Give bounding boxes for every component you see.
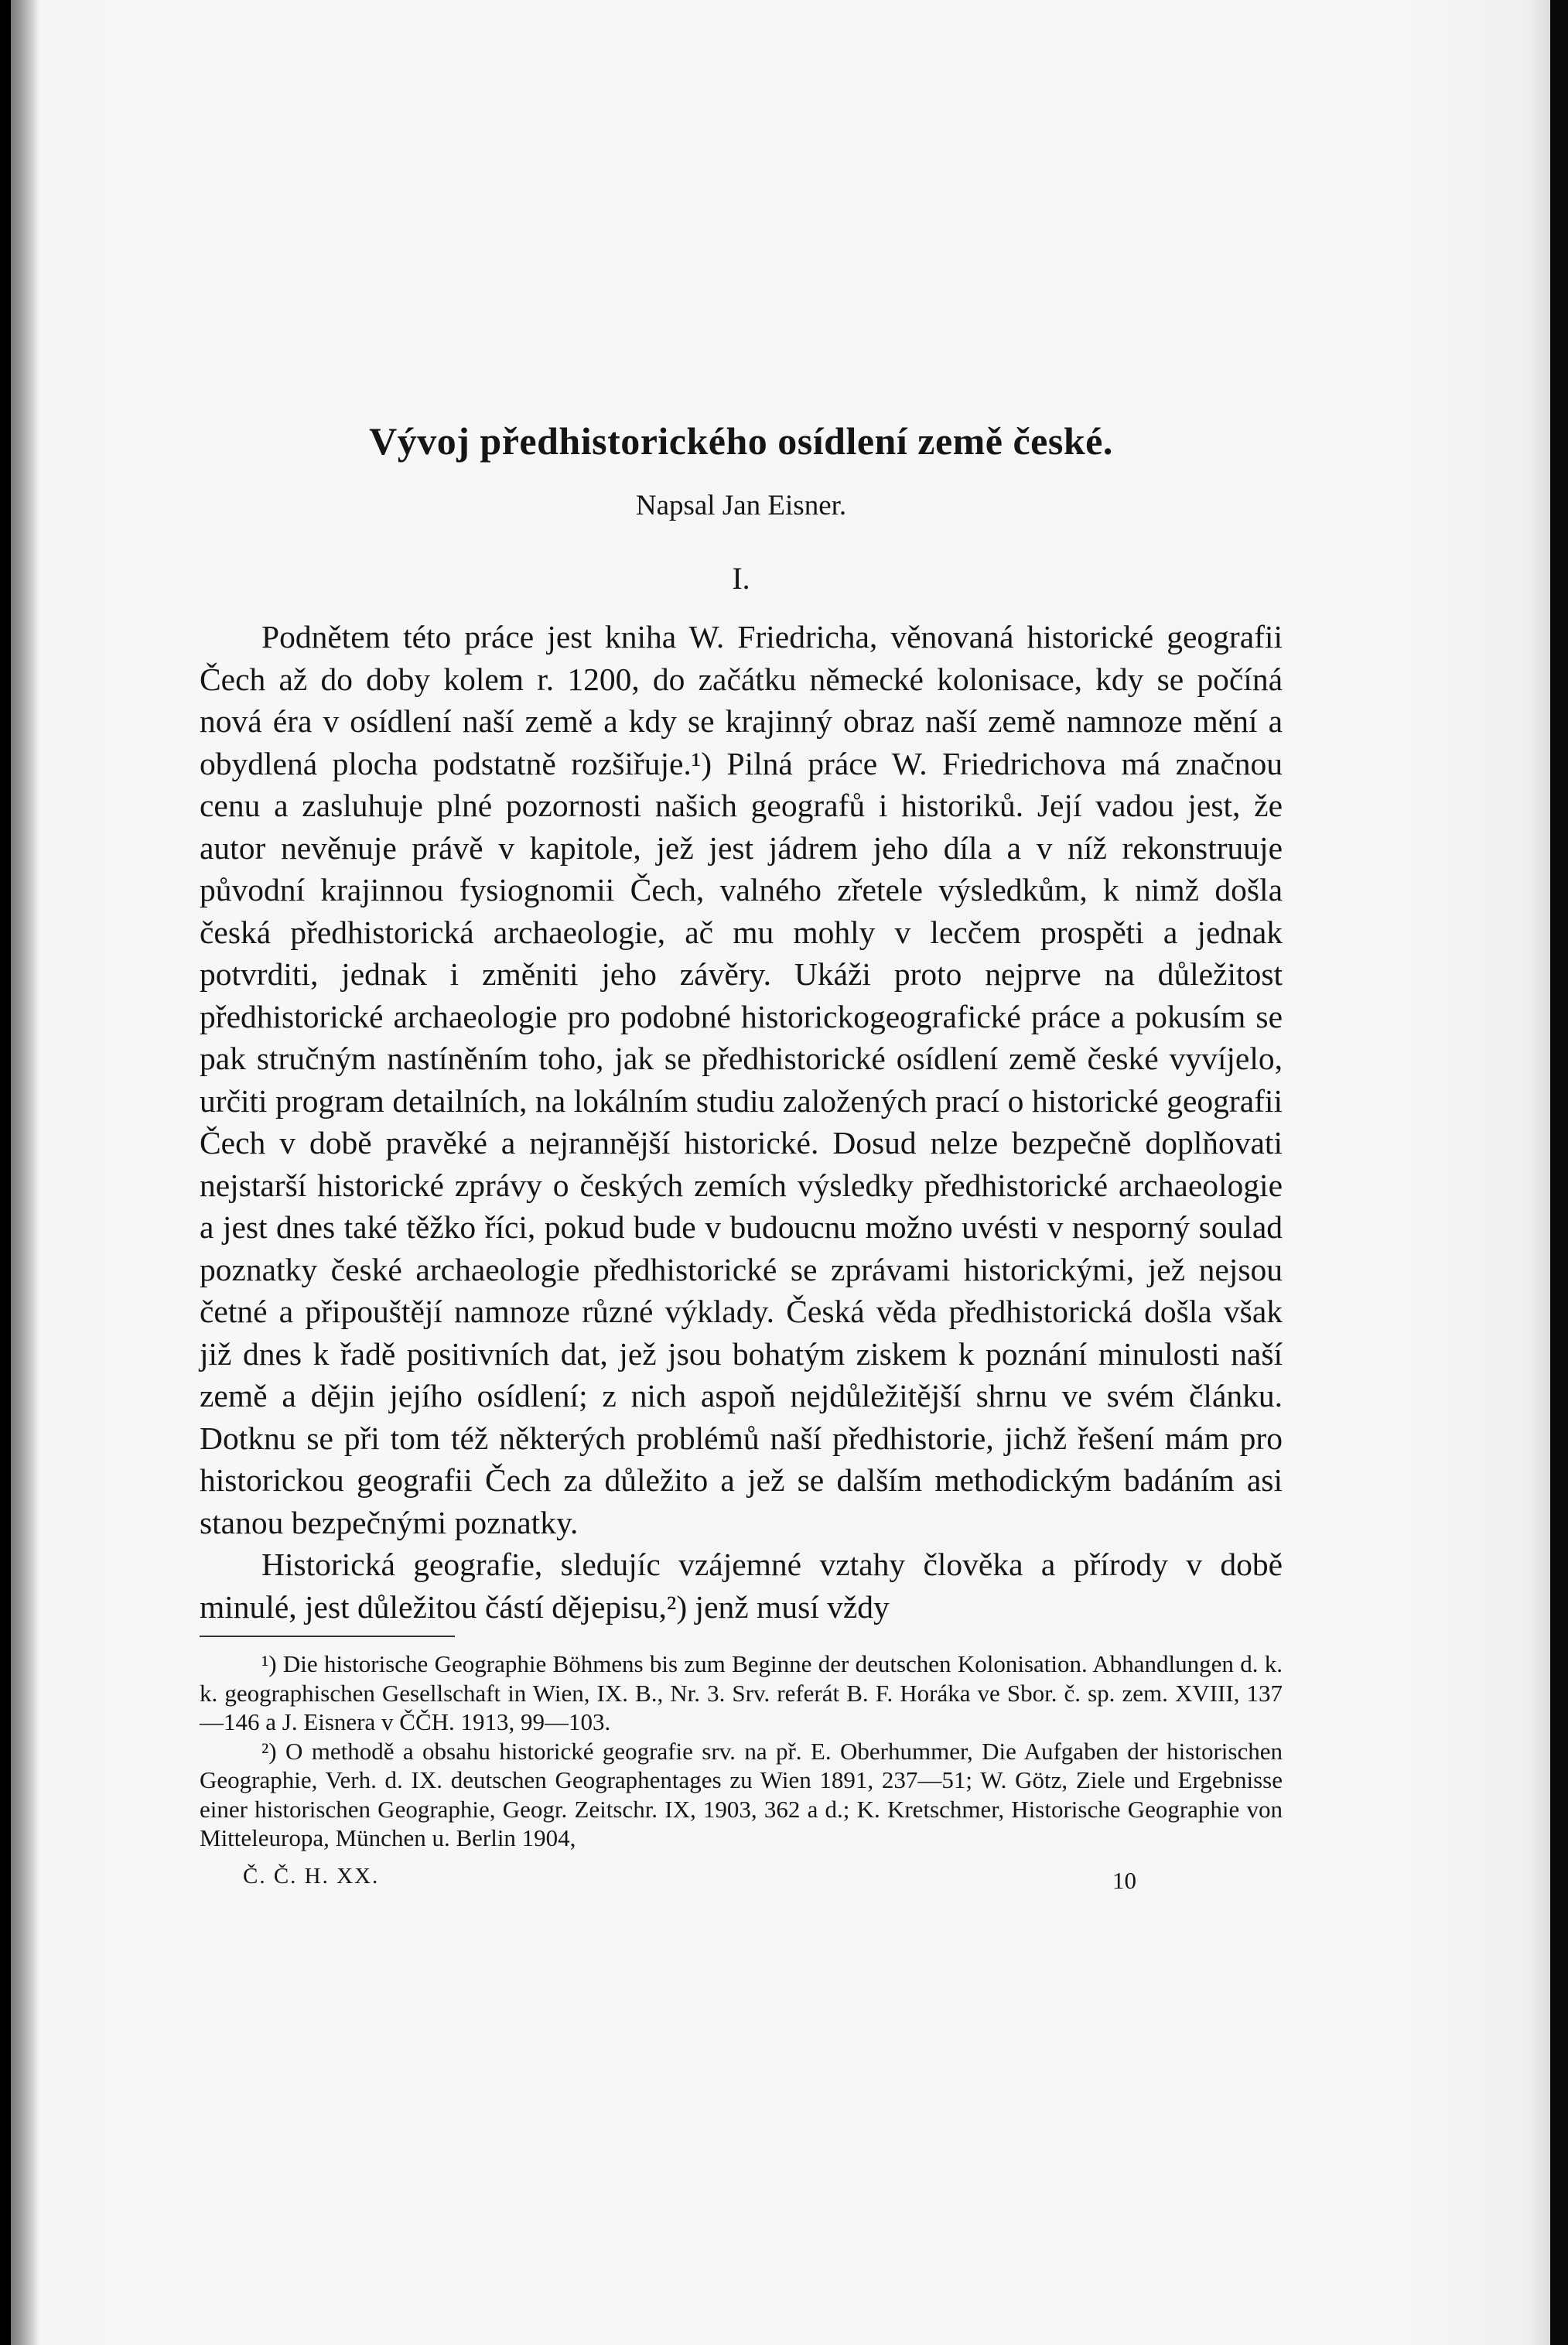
footnote-1: ¹) Die historische Geographie Böhmens bis zum Beginne der deutschen Kolonisation. Abhandlungen d. k. k. geographischen Gesellschaft in Wien, IX. B., Nr. 3. Srv. referát B. F. Horáka ve Sbor. č. sp. zem. XVIII, 137—146 a J. Eisnera v ČČH. 1913, 99—103. [200,1650,1283,1735]
footnote-divider [200,1636,455,1637]
footnote-2: ²) O methodě a obsahu historické geografie srv. na př. E. Oberhummer, Die Aufgaben der historischen Geographie, Verh. d. IX. deutschen Geographentages zu Wien 1891, 237—51; W. Götz, Ziele und Ergebnisse einer historischen Geographie, Geogr. Zeitschr. IX, 1903, 362 a d.; K. Kretschmer, Historische Geographie von Mitteleuropa, München u. Berlin 1904, [200,1737,1283,1851]
body-paragraph-1: Podnětem této práce jest kniha W. Friedricha, věnovaná historické geografii Čech až do doby kolem r. 1200, do začátku německé kolonisace, kdy se počíná nová éra v osídlení naší země a kdy se krajinný obraz naší země namnoze mění a obydlená plocha podstatně rozšiřuje.¹) Pilná práce W. Friedrichova má značnou cenu a zasluhuje plné pozornosti našich geografů i historiků. Její vadou jest, že autor nevěnuje právě v kapitole, jež jest jádrem jeho díla a v níž rekonstruuje původní krajinnou fysiognomii Čech, valného zřetele výsledkům, k nimž došla česká předhistorická archaeologie, ač mu mohly v lecčem prospěti a jednak potvrditi, jednak i změniti jeho závěry. Ukáži proto nejprve na důležitost předhistorické archaeologie pro podobné historickogeografické práce a pokusím se pak stručným nastíněním toho, jak se předhistorické osídlení země české vyvíjelo, určiti program detailních, na lokálním studiu založených prací o historické geografii Čech v době pravěké a nejrannější historické. Dosud nelze bezpečně doplňovati nejstarší historické zprávy o českých zemích výsledky předhistorické archaeologie a jest dnes také těžko říci, pokud bude v budoucnu možno uvésti v nesporný soulad poznatky české archaeologie předhistorické se zprávami historickými, jež nejsou četné a připouštějí namnoze různé výklady. Česká věda předhistorická došla však již dnes k řadě positivních dat, jež jsou bohatým ziskem k poznání minulosti naší země a dějin jejího osídlení; z nich aspoň nejdůležitější shrnu ve svém článku. Dotknu se při tom též některých problémů naší předhistorie, jichž řešení mám pro historickou geografii Čech za důležito a jež se dalším methodickým badáním asi stanou bezpečnými poznatky. [200,619,1283,1540]
binding-shadow [11,0,39,2345]
article-title: Vývoj předhistorického osídlení země české. [369,419,1113,463]
sheet-number: 10 [1112,1866,1136,1894]
page-footer [200,1864,1283,1902]
section-number: I. [732,561,750,596]
author-byline: Napsal Jan Eisner. [635,490,847,521]
journal-signature: Č. Č. H. XX. [243,1863,380,1889]
scan-border [1550,0,1568,2345]
body-paragraph-2: Historická geografie, sledujíc vzájemné vztahy člověka a přírody v době minulé, jest důležitou částí dějepisu,²) jenž musí vždy [200,1547,1283,1625]
page-content [200,418,1283,1902]
